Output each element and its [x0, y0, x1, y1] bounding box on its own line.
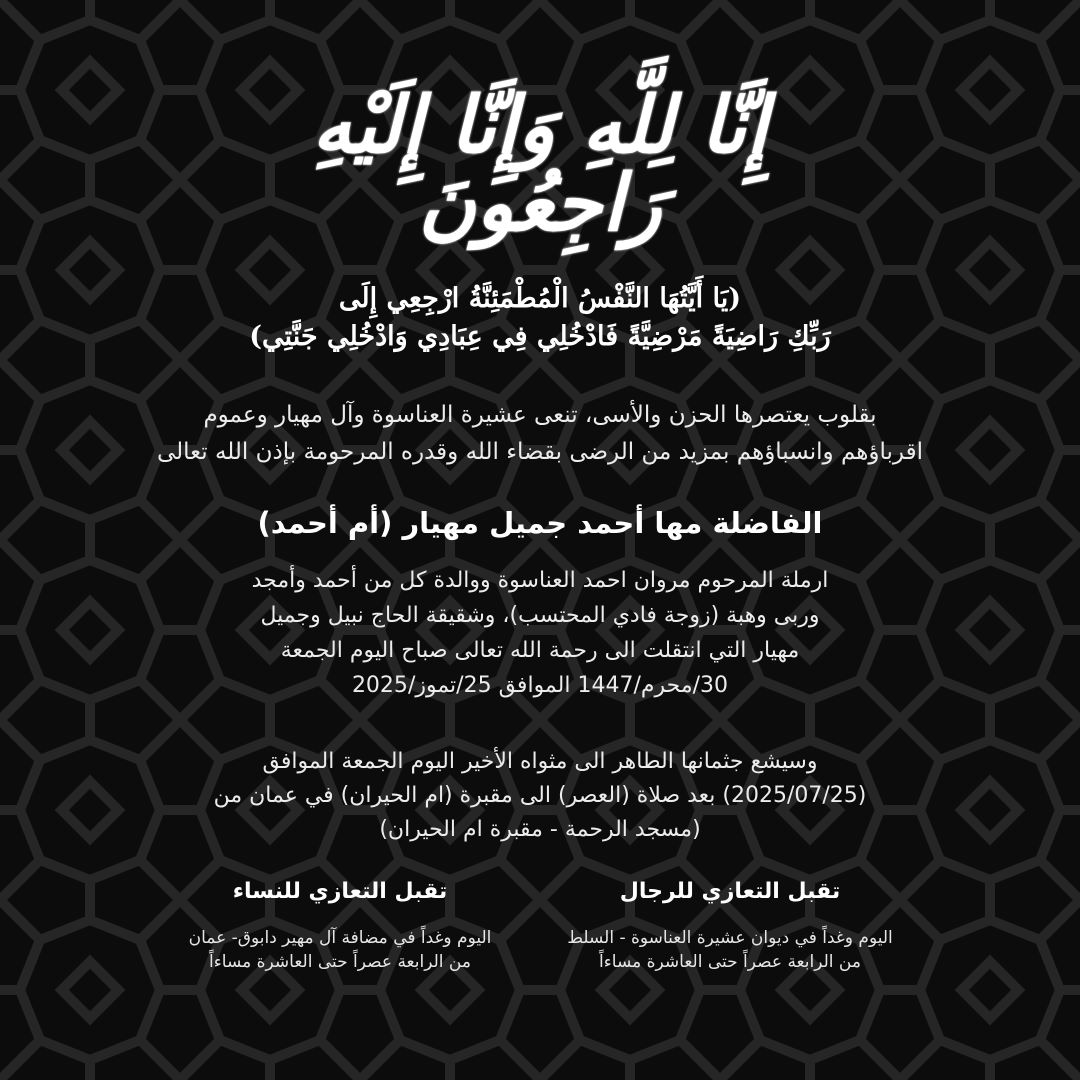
details-line-4: 30/محرم/1447 الموافق 25/تموز/2025 [351, 673, 729, 698]
condolence-men-line-1: اليوم وغداً في ديوان عشيرة العناسوة - السلط [567, 928, 893, 948]
condolence-men-line-2: من الرابعة عصراً حتى العاشرة مساءاً [599, 952, 861, 972]
details-line-1: ارملة المرحوم مروان احمد العناسوة ووالدة كل من أحمد وأمجد [251, 568, 829, 593]
deceased-name: الفاضلة مها أحمد جميل مهيار (أم أحمد) [257, 506, 823, 540]
details-line-2: وربى وهبة (زوجة فادي المحتسب)، وشقيقة الحاج نبيل وجميل [260, 603, 820, 628]
family-details [140, 563, 940, 703]
intro-line-1: بقلوب يعتصرها الحزن والأسى، تنعى عشيرة العناسوة وآل مهيار وعموم [203, 402, 877, 428]
funeral-line-3: (مسجد الرحمة - مقبرة ام الحيران) [379, 817, 701, 842]
funeral-line-2: (2025/07/25) بعد صلاة (العصر) الى مقبرة (ام الحيران) في عمان من [213, 783, 867, 808]
condolence-women-line-1: اليوم وغداً في مضافة آل مهير دابوق- عمان [188, 928, 492, 948]
condolence-women-title: تقبل التعازي للنساء [232, 879, 448, 904]
calligraphy-heading: إِنَّا لِلَّهِ وَإِنَّا إِلَيْهِ رَاجِعُونَ [312, 80, 768, 249]
funeral-info [140, 745, 940, 847]
intro-line-2: اقرباؤهم وانسباؤهم بمزيد من الرضى بقضاء الله وقدره المرحومة بإذن الله تعالى [156, 439, 924, 465]
details-line-3: مهيار التي انتقلت الى رحمة الله تعالى صباح اليوم الجمعة [280, 638, 800, 663]
condolence-women-line-2: من الرابعة عصراً حتى العاشرة مساءاً [209, 952, 471, 972]
verse-line-1: (يَا أَيَّتُهَا النَّفْسُ الْمُطْمَئِنَّةُ ارْجِعِي إِلَى [338, 283, 742, 314]
verse-line-2: رَبِّكِ رَاضِيَةً مَرْضِيَّةً فَادْخُلِي فِي عِبَادِي وَادْخُلِي جَنَّتِي) [249, 321, 831, 352]
announcement-intro [30, 397, 1050, 471]
condolence-women [100, 876, 580, 974]
funeral-line-1: وسيشع جثمانها الطاهر الى مثواه الأخير اليوم الجمعة الموافق [262, 749, 818, 774]
condolence-men-title: تقبل التعازي للرجال [619, 879, 841, 904]
quran-verse [140, 280, 940, 356]
